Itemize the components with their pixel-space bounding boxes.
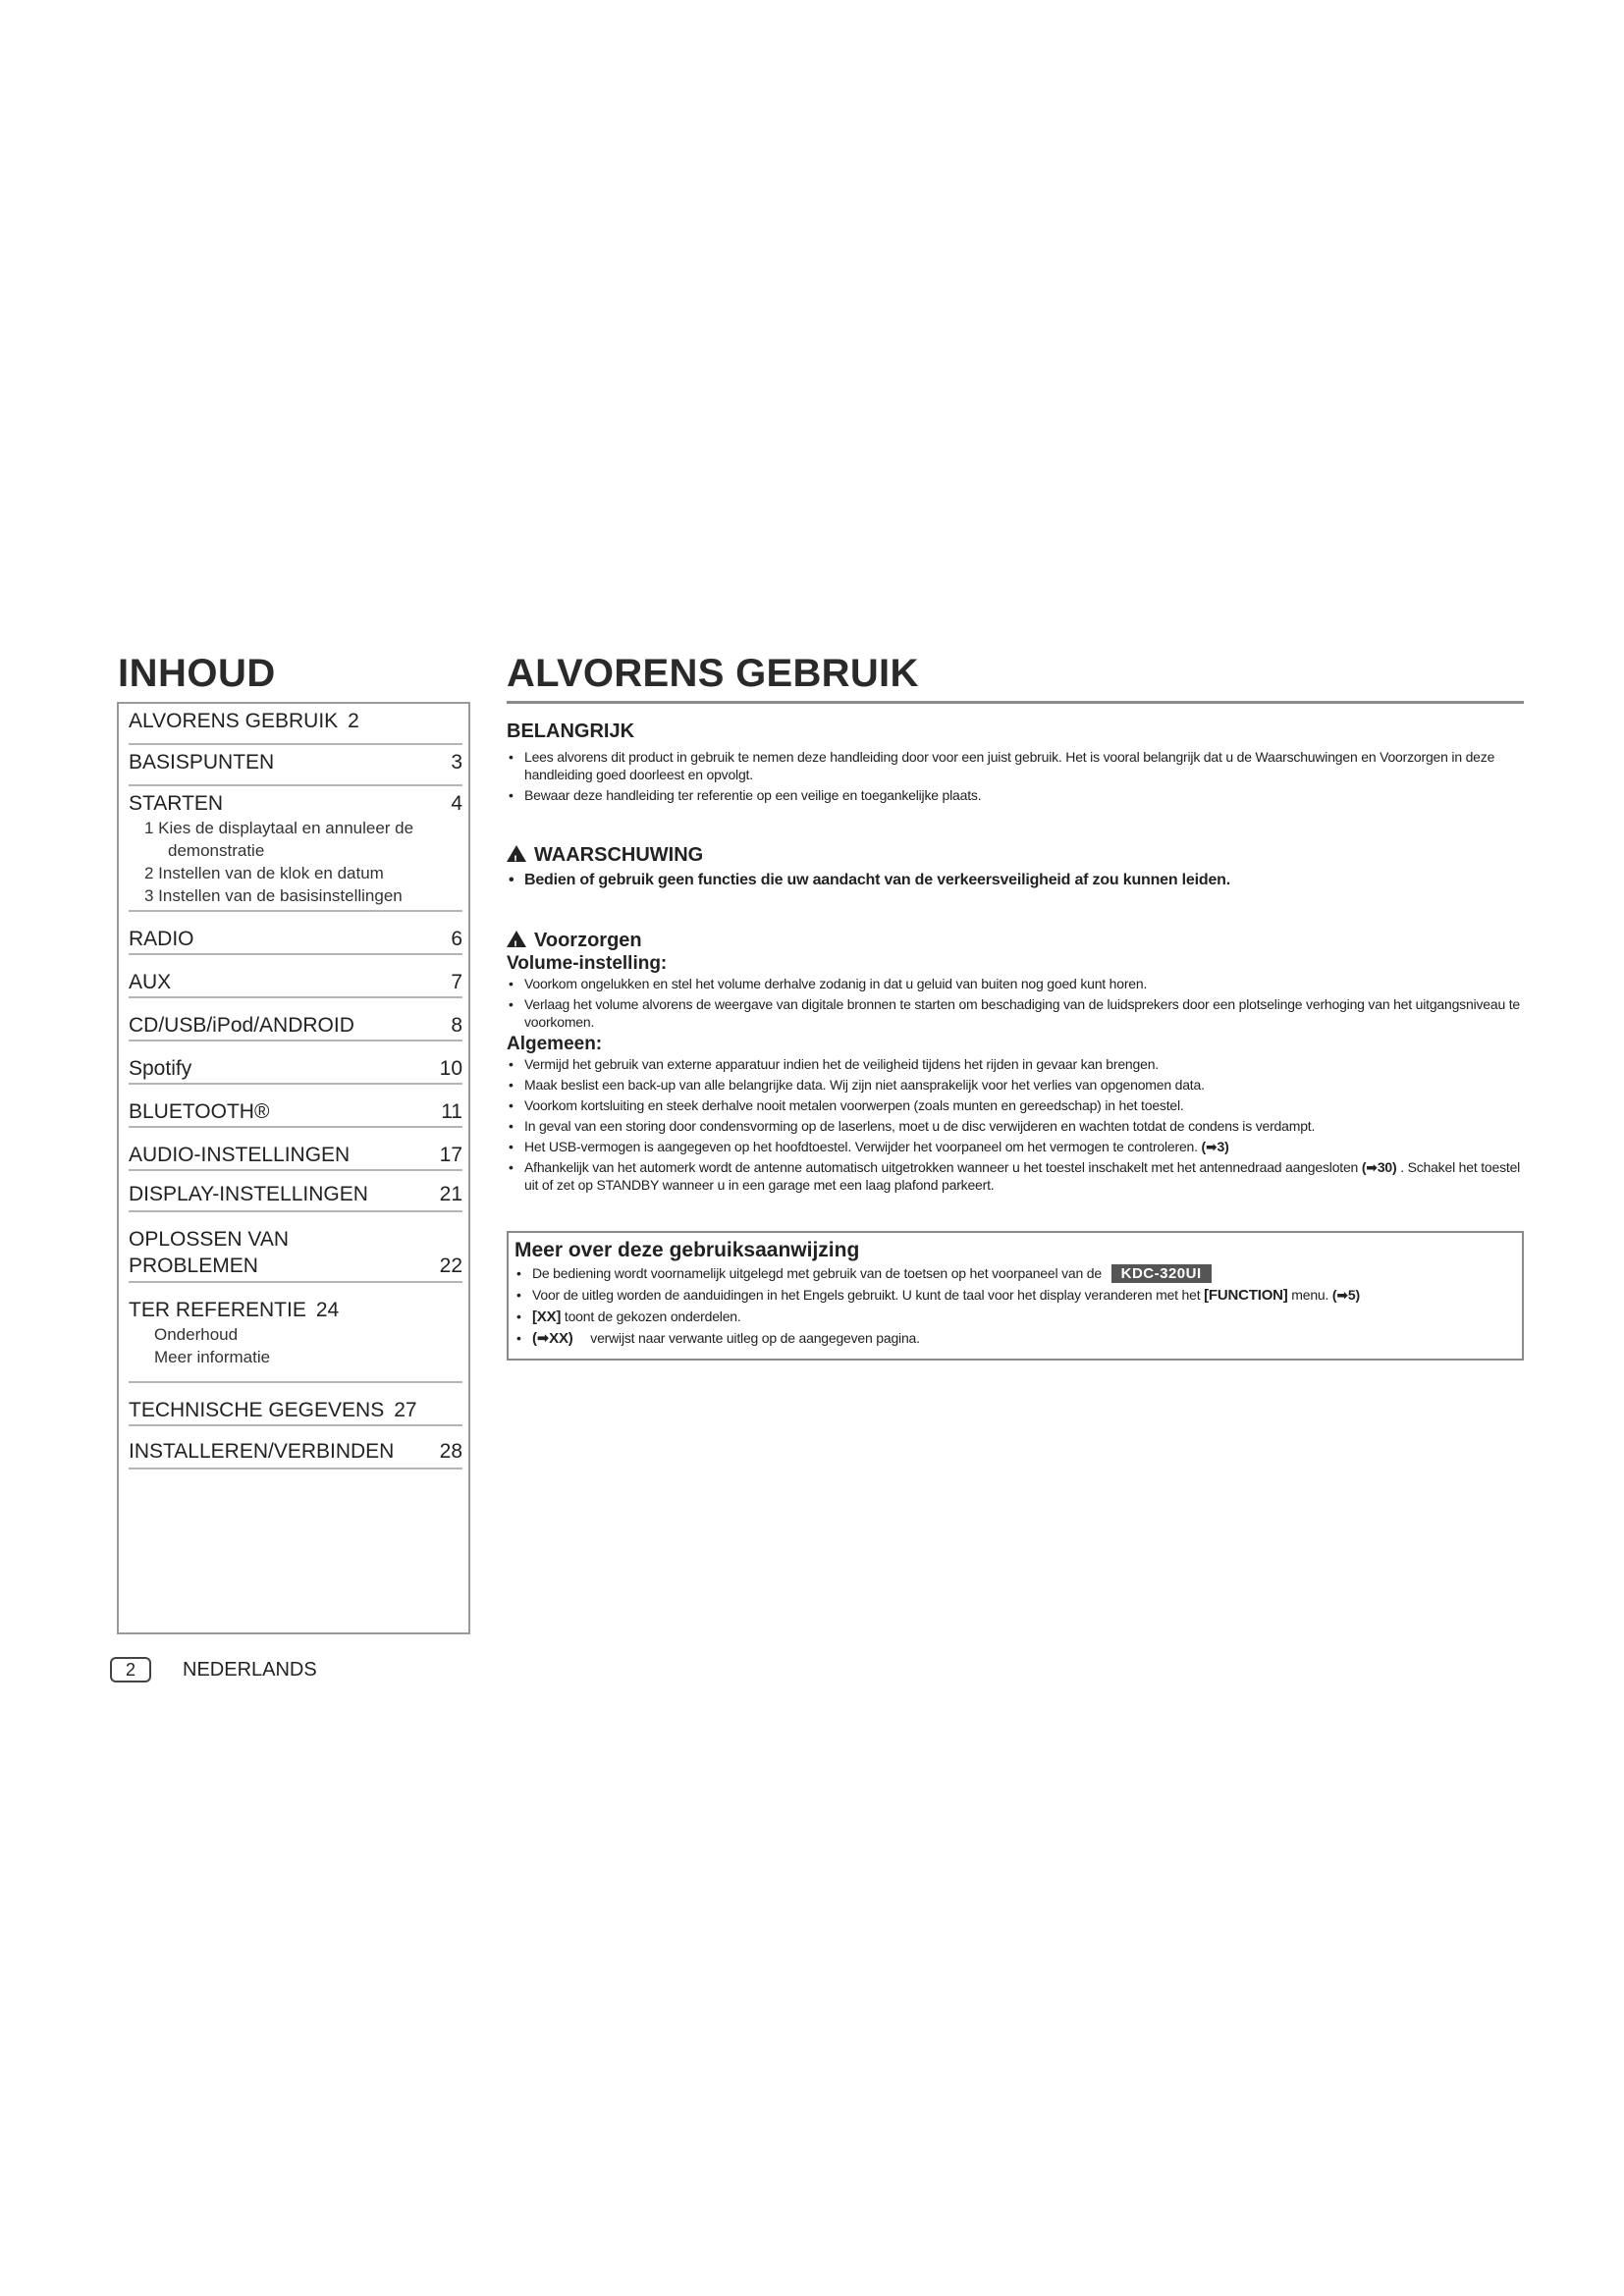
waarschuwing-list bbox=[507, 872, 1524, 889]
subheading-algemeen: Algemeen: bbox=[507, 1034, 603, 1054]
toc-item-label: STARTEN bbox=[129, 792, 224, 815]
info-text: toont de gekozen onderdelen. bbox=[564, 1308, 741, 1324]
page-reference[interactable]: (➡30) bbox=[1361, 1159, 1397, 1175]
function-key-label: [FUNCTION] bbox=[1204, 1287, 1288, 1304]
toc-item-page: 21 bbox=[439, 1183, 462, 1205]
main-content bbox=[507, 711, 1524, 1197]
list-item bbox=[514, 1286, 1516, 1305]
reference-placeholder: (➡XX) bbox=[532, 1330, 573, 1347]
toc-item-page: 11 bbox=[441, 1100, 462, 1123]
toc-item-problemen[interactable] bbox=[129, 1216, 462, 1283]
algemeen-list bbox=[507, 1055, 1524, 1194]
list-item bbox=[507, 1158, 1524, 1194]
toc-item-installeren[interactable] bbox=[129, 1430, 462, 1469]
toc-item-display[interactable] bbox=[129, 1173, 462, 1212]
section-heading-waarschuwing bbox=[507, 842, 1524, 868]
list-item bbox=[514, 1264, 1516, 1283]
toc-item-page: 27 bbox=[394, 1399, 417, 1421]
toc-item-label: ALVORENS GEBRUIK bbox=[129, 710, 339, 732]
list-item: • Voorkom ongelukken en stel het volume derhalve zodanig in dat u geluid van buiten nog goed kunt horen. bbox=[507, 975, 1524, 992]
info-text: menu. bbox=[1291, 1287, 1329, 1303]
warning-icon bbox=[507, 931, 526, 947]
heading-text: Voorzorgen bbox=[534, 930, 642, 951]
info-text: verwijst naar verwante uitleg op de aangegeven pagina. bbox=[590, 1330, 920, 1346]
toc-item-starten[interactable] bbox=[129, 790, 462, 912]
list-item: • Lees alvorens dit product in gebruik te nemen deze handleiding door voor een juist gebruik. Het is vooral belangrijk dat u de Waarschuwingen en Voorzorgen in deze handleiding goed doorleest en opvolgt. bbox=[507, 748, 1524, 783]
belangrijk-list bbox=[507, 748, 1524, 804]
info-box bbox=[507, 1231, 1524, 1361]
list-item: • Bedien of gebruik geen functies die uw aandacht van de verkeersveiligheid af zou kunnen leiden. bbox=[507, 872, 1524, 889]
toc-subitem[interactable]: 3 Instellen van de basisinstellingen bbox=[144, 886, 403, 905]
toc-item-label: Spotify bbox=[129, 1057, 192, 1080]
toc-item-page: 7 bbox=[451, 971, 462, 993]
toc-subitem-continued[interactable]: demonstratie bbox=[168, 841, 265, 860]
toc-item-page: 4 bbox=[451, 792, 462, 815]
page-title: ALVORENS GEBRUIK bbox=[507, 652, 919, 695]
volume-list bbox=[507, 975, 1524, 1031]
toc-item-audio[interactable] bbox=[129, 1132, 462, 1171]
antenna-text-continued: . Schakel het toestel uit of zet op STANDBY wanneer u in een garage met een laag plafond parkeert. bbox=[524, 1159, 1521, 1193]
toc-item-page: 6 bbox=[451, 928, 462, 950]
toc-item-label: TECHNISCHE GEGEVENS bbox=[129, 1399, 385, 1421]
toc-item-label: RADIO bbox=[129, 928, 194, 950]
toc-item-label: INSTALLEREN/VERBINDEN bbox=[129, 1440, 395, 1463]
toc-item-label: TER REFERENTIE bbox=[129, 1299, 306, 1321]
toc-item-label: AUDIO-INSTELLINGEN bbox=[129, 1144, 351, 1166]
antenna-text: Afhankelijk van het automerk wordt de antenne automatisch uitgetrokken wanneer u het toestel inschakelt met het antennedraad aangesloten bbox=[524, 1159, 1359, 1175]
info-text: Voor de uitleg worden de aanduidingen in het Engels gebruikt. U kunt de taal voor het display veranderen met het bbox=[532, 1287, 1201, 1303]
heading-text: WAARSCHUWING bbox=[534, 844, 704, 866]
key-placeholder: [XX] bbox=[532, 1308, 562, 1325]
toc-item-page: 2 bbox=[348, 710, 359, 732]
table-of-contents bbox=[117, 702, 470, 1634]
list-item: • Voorkom kortsluiting en steek derhalve nooit metalen voorwerpen (zoals munten en gereedschap) in het toestel. bbox=[507, 1096, 1524, 1114]
toc-item-page: 22 bbox=[439, 1255, 462, 1277]
toc-item-page: 17 bbox=[439, 1144, 462, 1166]
toc-item-label: BLUETOOTH® bbox=[129, 1100, 270, 1123]
toc-item-page: 24 bbox=[315, 1299, 340, 1321]
list-item bbox=[514, 1329, 1516, 1348]
model-badge: KDC-320UI bbox=[1111, 1264, 1212, 1283]
toc-item-page: 8 bbox=[451, 1014, 462, 1037]
subheading-volume: Volume-instelling: bbox=[507, 953, 668, 974]
warning-icon bbox=[507, 845, 526, 862]
title-divider bbox=[507, 701, 1524, 704]
toc-subitem[interactable]: 2 Instellen van de klok en datum bbox=[144, 864, 384, 882]
toc-item-label: DISPLAY-INSTELLINGEN bbox=[129, 1183, 368, 1205]
toc-item-label-line2: PROBLEMEN bbox=[129, 1255, 258, 1277]
toc-item-radio[interactable] bbox=[129, 916, 462, 955]
toc-item-ter-referentie[interactable] bbox=[129, 1287, 462, 1383]
usb-text: Het USB-vermogen is aangegeven op het hoofdtoestel. Verwijder het voorpaneel om het vermogen te controleren. bbox=[524, 1139, 1198, 1154]
list-item: • Maak beslist een back-up van alle belangrijke data. Wij zijn niet aansprakelijk voor het verlies van opgenomen data. bbox=[507, 1076, 1524, 1094]
list-item: • Bewaar deze handleiding ter referentie op een veilige en toegankelijke plaats. bbox=[507, 786, 1524, 804]
toc-subitem[interactable]: Meer informatie bbox=[154, 1348, 271, 1366]
info-text: De bediening wordt voornamelijk uitgelegd met gebruik van de toetsen op het voorpaneel van de bbox=[532, 1265, 1102, 1281]
toc-item-basispunten[interactable] bbox=[129, 749, 462, 786]
toc-item-page: 28 bbox=[439, 1440, 462, 1463]
toc-subitem[interactable]: 1 Kies de displaytaal en annuleer de bbox=[144, 819, 414, 837]
toc-title: INHOUD bbox=[118, 652, 276, 695]
toc-item-label: OPLOSSEN VAN bbox=[129, 1228, 289, 1251]
list-item: • Vermijd het gebruik van externe apparatuur indien het de veiligheid tijdens het rijden in gevaar kan brengen. bbox=[507, 1055, 1524, 1073]
info-heading: Meer over deze gebruiksaanwijzing bbox=[514, 1239, 860, 1261]
toc-subitem[interactable]: Onderhoud bbox=[154, 1325, 239, 1344]
toc-item-label: AUX bbox=[129, 971, 172, 993]
page-reference[interactable]: (➡3) bbox=[1201, 1139, 1229, 1154]
toc-item-page: 3 bbox=[451, 751, 462, 774]
page-number: 2 bbox=[110, 1657, 151, 1682]
page-footer bbox=[110, 1657, 317, 1682]
toc-item-technische-gegevens[interactable] bbox=[129, 1387, 462, 1426]
toc-item-page: 10 bbox=[439, 1057, 462, 1080]
section-heading-voorzorgen bbox=[507, 928, 1524, 953]
info-list bbox=[514, 1264, 1516, 1348]
toc-item-alvorens-gebruik[interactable] bbox=[129, 708, 462, 745]
toc-item-spotify[interactable] bbox=[129, 1045, 462, 1085]
toc-item-label: BASISPUNTEN bbox=[129, 751, 275, 774]
section-heading-belangrijk: BELANGRIJK bbox=[507, 721, 635, 742]
list-item: • Verlaag het volume alvorens de weergave van digitale bronnen te starten om beschadiging van de luidsprekers door een plotselinge verhoging van het uitgangsniveau te voorkomen. bbox=[507, 995, 1524, 1031]
toc-item-cd-usb[interactable] bbox=[129, 1002, 462, 1041]
language-label: NEDERLANDS bbox=[183, 1658, 317, 1681]
toc-item-bluetooth[interactable] bbox=[129, 1089, 462, 1128]
toc-item-aux[interactable] bbox=[129, 959, 462, 998]
list-item bbox=[507, 1138, 1524, 1155]
toc-item-label: CD/USB/iPod/ANDROID bbox=[129, 1014, 354, 1037]
list-item bbox=[514, 1308, 1516, 1326]
list-item: • In geval van een storing door condensvorming op de laserlens, moet u de disc verwijderen en wachten totdat de condens is verdampt. bbox=[507, 1117, 1524, 1135]
page-reference[interactable]: (➡5) bbox=[1331, 1287, 1360, 1303]
